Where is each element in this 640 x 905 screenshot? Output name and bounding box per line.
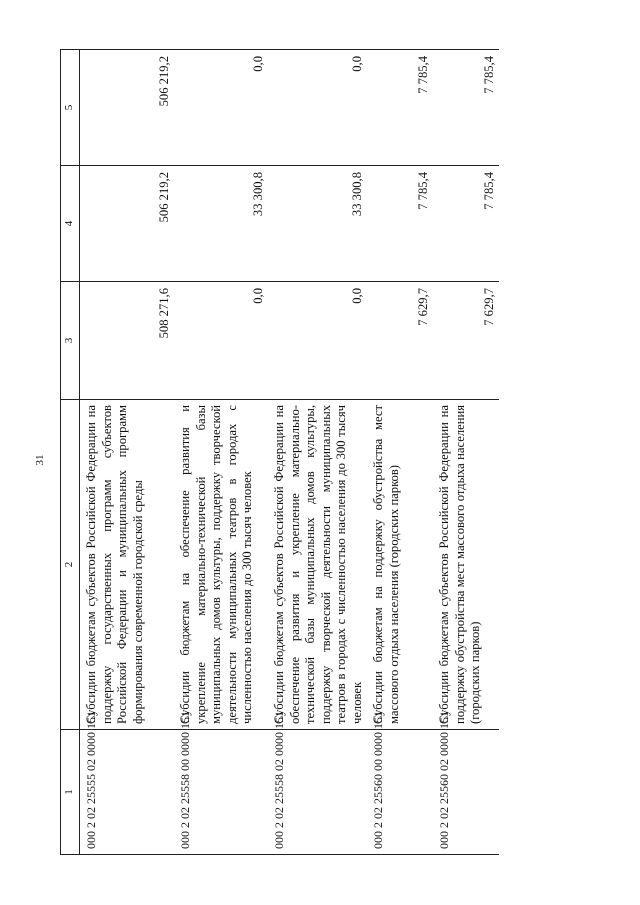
column-header: 4: [61, 166, 80, 282]
row-description: Субсидии бюджетам на обеспечение развития и укрепление материально-технической базы муниципальных домов культуры, поддержку творческой деятельности муниципальных театров в городах с численностью населения до 300 тысяч человек: [174, 400, 268, 730]
value-col3: 7 629,7: [367, 282, 433, 400]
budget-table-rotated: [60, 50, 580, 855]
value-col3: 7 629,7: [433, 282, 499, 400]
page-number: 31: [34, 454, 46, 466]
value-col4: 33 300,8: [174, 166, 268, 282]
row-description: Субсидии бюджетам субъектов Российской Федерации на поддержку государственных программ субъектов Российской Федерации и муниципальных программ формирования современной городской среды: [80, 400, 175, 730]
table-row: [80, 50, 175, 855]
table-row: [174, 50, 268, 855]
budget-code: 000 2 02 25558 00 0000 151: [174, 730, 268, 855]
budget-code: 000 2 02 25555 02 0000 151: [80, 730, 175, 855]
value-col5: 7 785,4: [367, 50, 433, 166]
value-col5: 0,0: [268, 50, 367, 166]
table-row: [433, 50, 499, 855]
value-col5: 0,0: [174, 50, 268, 166]
value-col5: 506 219,2: [80, 50, 175, 166]
value-col4: 7 785,4: [367, 166, 433, 282]
column-header: 2: [61, 400, 80, 730]
budget-code: 000 2 02 25560 02 0000 151: [433, 730, 499, 855]
value-col4: 7 785,4: [433, 166, 499, 282]
table-row: [367, 50, 433, 855]
column-header: 5: [61, 50, 80, 166]
row-description: Субсидии бюджетам субъектов Российской Федерации на поддержку обустройства мест массового отдыха населения (городских парков): [433, 400, 499, 730]
value-col4: 506 219,2: [80, 166, 175, 282]
table-row: [268, 50, 367, 855]
table-header-row: [61, 50, 80, 855]
column-header: 1: [61, 730, 80, 855]
budget-code: 000 2 02 25558 02 0000 151: [268, 730, 367, 855]
row-description: Субсидии бюджетам субъектов Российской Федерации на обеспечение развития и укрепление материально-технической базы муниципальных домов культуры, поддержку творческой деятельности муниципальных театров в городах с численностью населения до 300 тысяч человек: [268, 400, 367, 730]
column-header: 3: [61, 282, 80, 400]
value-col3: 0,0: [174, 282, 268, 400]
value-col3: 508 271,6: [80, 282, 175, 400]
budget-code: 000 2 02 25560 00 0000 151: [367, 730, 433, 855]
budget-table: [60, 49, 499, 855]
row-description: Субсидии бюджетам на поддержку обустройства мест массового отдыха населения (городских парков): [367, 400, 433, 730]
value-col5: 7 785,4: [433, 50, 499, 166]
value-col4: 33 300,8: [268, 166, 367, 282]
value-col3: 0,0: [268, 282, 367, 400]
